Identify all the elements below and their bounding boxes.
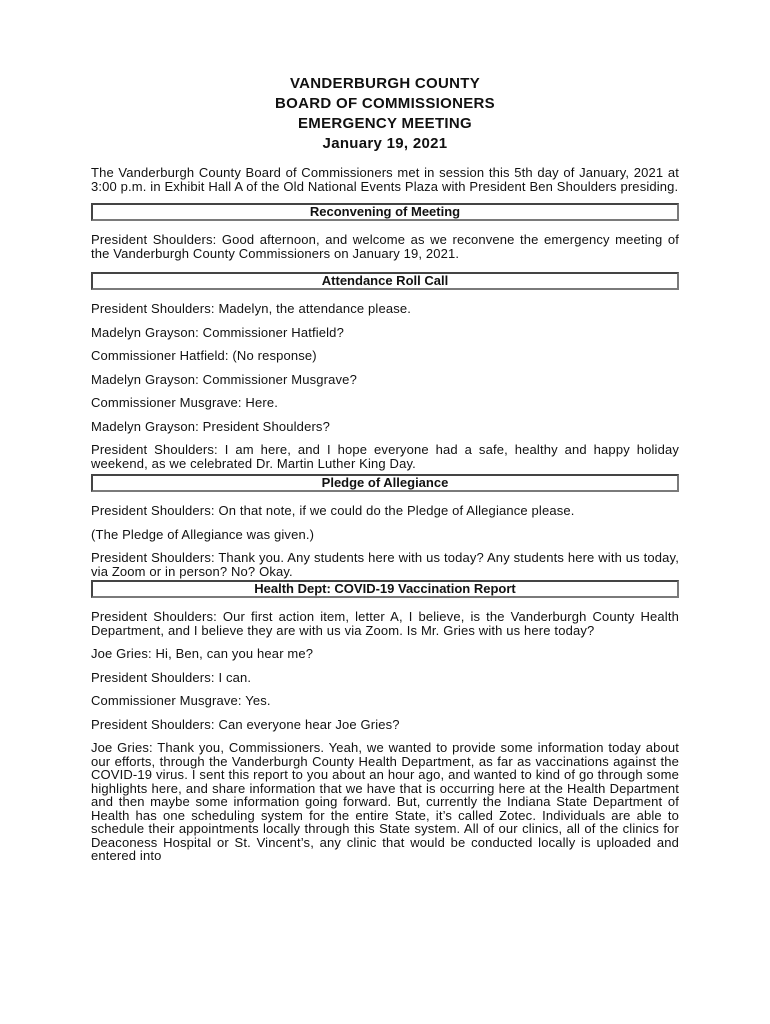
paragraph: President Shoulders: I can. <box>91 669 252 685</box>
paragraph: President Shoulders: Can everyone hear Joe Gries? <box>91 716 400 732</box>
document-page <box>91 74 679 873</box>
title-county: VANDERBURGH COUNTY <box>289 75 481 92</box>
intro-paragraph: The Vanderburgh County Board of Commissioners met in session this 5th day of January, 2021 at 3:00 p.m. in Exhibit Hall A of the Old National Events Plaza with President Ben Shoulders presiding. <box>91 165 679 194</box>
paragraph: Joe Gries: Thank you, Commissioners. Yeah, we wanted to provide some information today about our efforts, through the Vanderburgh County Health Department, as far as vaccinations against the COVID-19 virus. I sent this report to you about an hour ago, and wanted to kind of go through some highlights here, and share information that we have that is occurring here at the Health Department and then maybe some information going forward. But, currently the Indiana State Department of Health has one scheduling system for the entire State, it’s called Zotec. Individuals are able to schedule their appointments locally through this State system. All of our clinics, all of the clinics for Deaconess Hospital or St. Vincent’s, any clinic that would be conducted locally is uploaded and entered into <box>91 740 679 863</box>
paragraph: Joe Gries: Hi, Ben, can you hear me? <box>91 646 314 661</box>
paragraph: Madelyn Grayson: President Shoulders? <box>91 418 330 434</box>
paragraph: Madelyn Grayson: Commissioner Hatfield? <box>91 324 344 340</box>
paragraph: President Shoulders: Good afternoon, and welcome as we reconvene the emergency meeting of the Vanderburgh County Commissioners on January 19, 2021. <box>91 232 679 261</box>
paragraph: Madelyn Grayson: Commissioner Musgrave? <box>91 371 357 387</box>
section-heading-health-dept: Health Dept: COVID-19 Vaccination Report <box>91 580 679 598</box>
paragraph: President Shoulders: I am here, and I hope everyone had a safe, healthy and happy holiday weekend, as we celebrated Dr. Martin Luther King Day. <box>91 442 679 471</box>
paragraph: (The Pledge of Allegiance was given.) <box>91 526 315 542</box>
paragraph: Commissioner Musgrave: Yes. <box>91 693 271 708</box>
paragraph: President Shoulders: On that note, if we could do the Pledge of Allegiance please. <box>91 503 575 518</box>
paragraph: Commissioner Musgrave: Here. <box>91 395 278 410</box>
section-heading-reconvening: Reconvening of Meeting <box>91 203 679 221</box>
section-heading-attendance: Attendance Roll Call <box>91 272 679 290</box>
title-board: BOARD OF COMMISSIONERS <box>275 95 495 112</box>
document-title <box>91 74 679 154</box>
title-date: January 19, 2021 <box>322 135 448 152</box>
paragraph: President Shoulders: Madelyn, the attendance please. <box>91 301 412 316</box>
paragraph: President Shoulders: Thank you. Any students here with us today? Any students here with us today, via Zoom or in person? No? Okay. <box>91 550 679 579</box>
paragraph: President Shoulders: Our first action item, letter A, I believe, is the Vanderburgh County Health Department, and I believe they are with us via Zoom. Is Mr. Gries with us here today? <box>91 609 679 638</box>
section-heading-pledge: Pledge of Allegiance <box>91 474 679 492</box>
title-meeting-type: EMERGENCY MEETING <box>297 115 472 132</box>
paragraph: Commissioner Hatfield: (No response) <box>91 348 317 363</box>
